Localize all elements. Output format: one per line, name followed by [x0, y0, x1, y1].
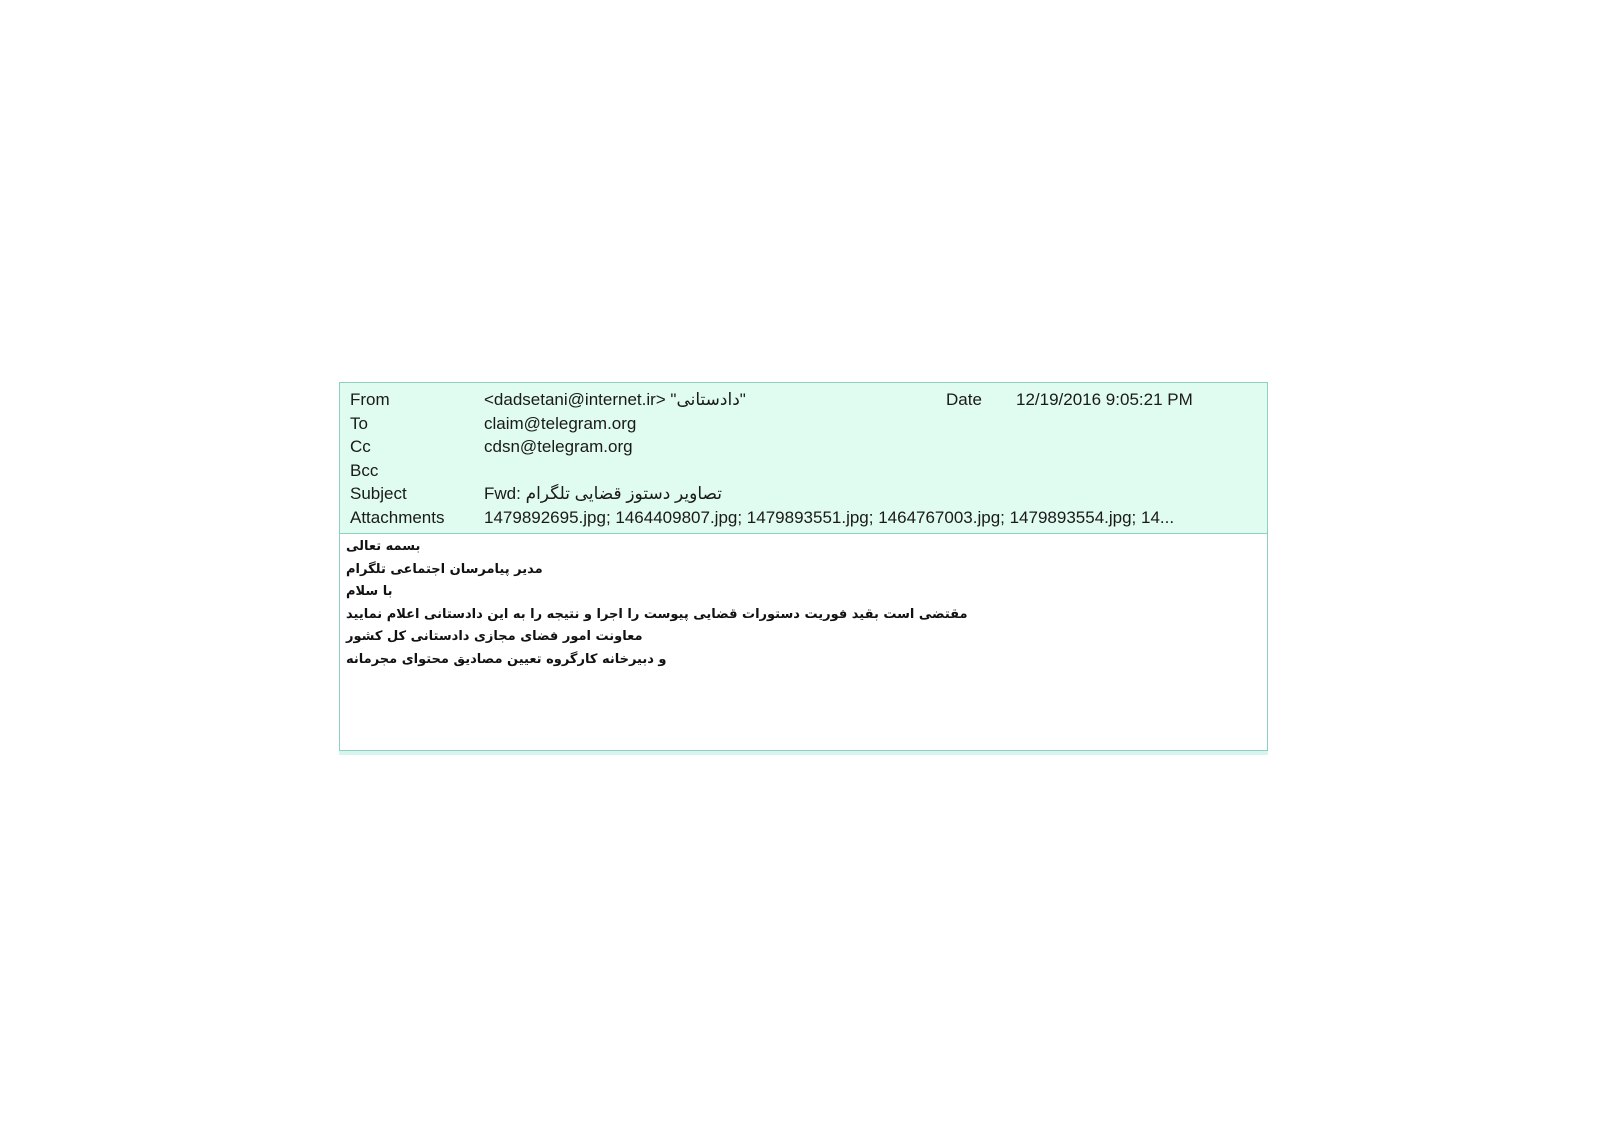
cc-value[interactable]: cdsn@telegram.org	[484, 437, 633, 456]
to-value[interactable]: claim@telegram.org	[484, 413, 637, 433]
date-value: 12/19/2016 9:05:21 PM	[1016, 390, 1193, 409]
to-row	[340, 412, 1267, 436]
body-line: معاونت امور فضای مجازی دادستانی کل کشور	[346, 629, 643, 644]
from-row	[340, 388, 1267, 412]
email-header	[340, 383, 1267, 534]
cc-label: Cc	[350, 437, 371, 456]
to-label: To	[350, 413, 368, 433]
body-line: مقتضی است بقید فوریت دستورات قضایی پیوست را اجرا و نتیجه را به این دادستانی اعلام نمایید	[346, 606, 968, 622]
email-viewer	[339, 382, 1268, 751]
attachments-list[interactable]: 1479892695.jpg; 1464409807.jpg; 1479893551.jpg; 1464767003.jpg; 1479893554.jpg; 14...	[484, 507, 1175, 527]
bcc-label: Bcc	[350, 460, 379, 480]
body-line: مدیر پیامرسان اجتماعی تلگرام	[346, 561, 543, 577]
from-value[interactable]: <dadsetani@internet.ir> "دادستانی"	[484, 390, 746, 409]
date-label: Date	[946, 390, 982, 409]
body-line: بسمه تعالی	[346, 539, 421, 554]
from-label: From	[350, 390, 390, 409]
bcc-row	[340, 459, 1267, 483]
attachments-row	[340, 506, 1267, 530]
body-line: با سلام	[346, 584, 393, 599]
subject-row	[340, 482, 1267, 506]
subject-label: Subject	[350, 484, 407, 503]
cc-row	[340, 435, 1267, 459]
attachments-label: Attachments	[350, 507, 445, 527]
body-line: و دبیرخانه کارگروه تعیین مصادیق محتوای مجرمانه	[346, 651, 667, 667]
email-body[interactable]	[340, 534, 1267, 749]
subject-value: Fwd: تصاویر دستوز قضایی تلگرام	[484, 484, 722, 503]
